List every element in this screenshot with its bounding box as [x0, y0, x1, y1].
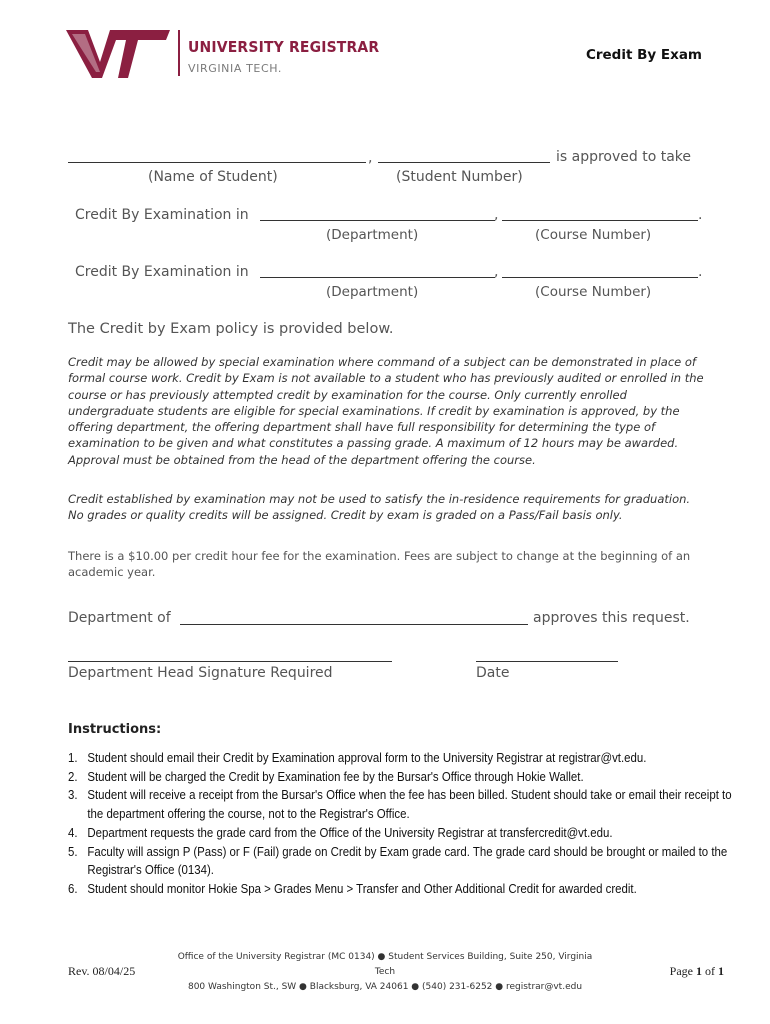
list-item	[68, 843, 739, 880]
credit-row-2-department-label: (Department)	[326, 284, 419, 300]
footer-address-line-2: 800 Washington St., SW ● Blacksburg, VA 24061 ● (540) 231-6252 ● registrar@vt.edu	[187, 982, 583, 992]
logo-subtitle: VIRGINIA TECH.	[188, 62, 282, 75]
credit-row-1-course-field[interactable]	[502, 220, 698, 221]
vt-logo	[66, 28, 170, 80]
student-name-label: (Name of Student)	[148, 169, 278, 185]
policy-paragraph-2: Credit established by examination may not be used to satisfy the in-residence requirements for graduation. No grades or quality credits will be assigned. Credit by exam is graded on a Pass/Fail basis only.	[68, 492, 691, 523]
credit-row-2-prefix: Credit By Examination in	[75, 264, 249, 280]
list-item	[68, 786, 739, 823]
policy-intro: The Credit by Exam policy is provided below.	[68, 321, 394, 337]
list-item	[68, 824, 739, 843]
footer-address	[170, 950, 600, 995]
list-item	[68, 749, 739, 768]
list-number: 6.	[68, 880, 78, 896]
list-number: 1.	[68, 750, 78, 765]
comma: ,	[494, 264, 499, 280]
department-name-field[interactable]	[180, 624, 528, 625]
page-number	[670, 964, 724, 979]
period: .	[698, 264, 703, 280]
logo-title: UNIVERSITY REGISTRAR	[188, 38, 380, 56]
instructions-heading: Instructions:	[68, 722, 162, 737]
list-number: 4.	[68, 824, 78, 840]
credit-row-2-course-label: (Course Number)	[535, 284, 652, 300]
student-number-label: (Student Number)	[396, 169, 523, 185]
approves-request-label: approves this request.	[533, 610, 690, 626]
page-of: of	[705, 964, 715, 978]
approved-text: is approved to take	[556, 149, 692, 165]
list-text: Student should email their Credit by Examination approval form to the University Registrar at registrar@vt.edu.	[87, 750, 647, 765]
list-text: Student will receive a receipt from the Bursar's Office when the fee has been billed. Student should take or email their receipt to the department offering the course, not to the Registrar's Office.	[87, 787, 732, 822]
credit-row-1-department-label: (Department)	[326, 227, 419, 243]
list-text: Department requests the grade card from the Office of the University Registrar at transfercredit@vt.edu.	[87, 824, 613, 840]
list-number: 2.	[68, 768, 78, 784]
student-name-field[interactable]	[68, 162, 366, 163]
page-total: 1	[718, 964, 724, 978]
logo-divider	[178, 30, 180, 76]
comma: ,	[368, 150, 373, 166]
form-title: Credit By Exam	[585, 47, 702, 63]
revision-date: Rev. 08/04/25	[68, 964, 136, 978]
signature-label: Department Head Signature Required	[68, 665, 333, 681]
credit-row-1-prefix: Credit By Examination in	[75, 207, 249, 223]
page-current: 1	[696, 964, 702, 978]
footer-address-line-1: Office of the University Registrar (MC 0134) ● Student Services Building, Suite 250, Virginia Tech	[177, 952, 593, 977]
comma: ,	[494, 207, 499, 223]
list-text: Student will be charged the Credit by Examination fee by the Bursar's Office through Hokie Wallet.	[87, 768, 584, 784]
list-number: 3.	[68, 787, 78, 803]
date-label: Date	[476, 665, 510, 681]
list-item	[68, 768, 739, 787]
credit-row-2-course-field[interactable]	[502, 277, 698, 278]
fee-notice: There is a $10.00 per credit hour fee for the examination. Fees are subject to change at the beginning of an academic year.	[68, 549, 691, 580]
date-field[interactable]	[476, 661, 618, 662]
credit-row-2-department-field[interactable]	[260, 277, 495, 278]
policy-paragraph-1: Credit may be allowed by special examination where command of a subject can be demonstrated in place of formal course work. Credit by Exam is not available to a student who has previously audited or enrolled in the course or has previously attempted credit by examination for the course. Only currently enrolled undergraduate students are eligible for special examinations. If credit by examination is approved, by the offering department, the offering department shall have full responsibility for determining the type of examination to be given and what constitutes a passing grade. A maximum of 12 hours may be awarded. Approval must be obtained from the head of the department offering the course.	[68, 355, 704, 467]
list-text: Student should monitor Hokie Spa > Grades Menu > Transfer and Other Additional Credit for awarded credit.	[87, 880, 637, 896]
signature-field[interactable]	[68, 661, 392, 662]
period: .	[698, 207, 703, 223]
credit-row-1-course-label: (Course Number)	[535, 227, 652, 243]
page-word: Page	[669, 964, 693, 978]
instructions-list	[68, 749, 732, 899]
department-of-label: Department of	[68, 610, 171, 626]
list-number: 5.	[68, 843, 78, 859]
list-text: Faculty will assign P (Pass) or F (Fail) grade on Credit by Exam grade card. The grade card should be brought or mailed to the Registrar's Office (0134).	[87, 843, 728, 878]
student-number-field[interactable]	[378, 162, 550, 163]
credit-row-1-department-field[interactable]	[260, 220, 495, 221]
list-item	[68, 880, 739, 899]
